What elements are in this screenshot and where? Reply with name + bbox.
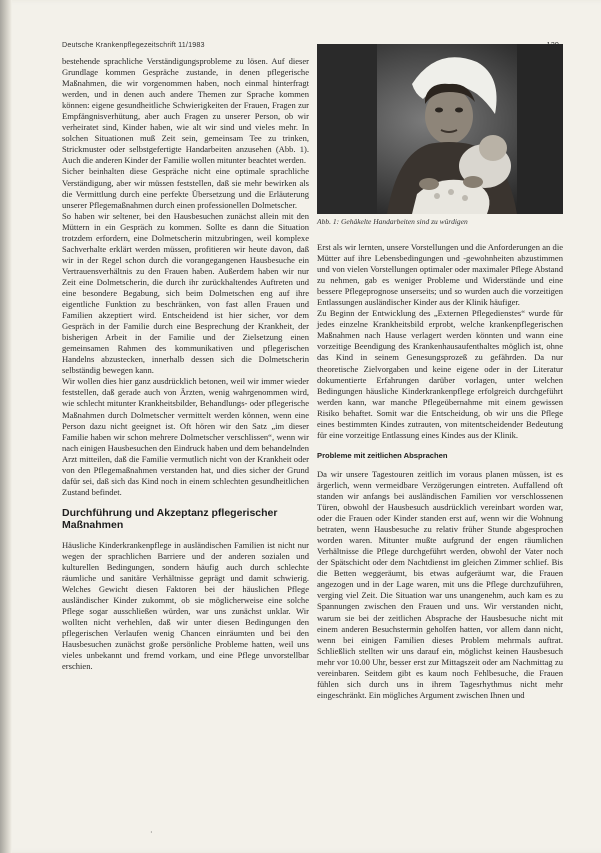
paragraph: Sicher beinhalten diese Gespräche nicht eine optimale sprachliche Verständigung, aber wir müssen feststellen, daß sie mehr bewirken als die Vermittlung durch eine perfekte Übersetzung und die Erläuterung unserer Pflegemaßnahmen durch einen professionellen Dolmetscher. [62,166,309,210]
paragraph: So haben wir seltener, bei den Hausbesuchen zunächst allein mit den Müttern in ein Gespräch zu kommen. Sollte es dann die Situation trotzdem erfordern, eine Dolmetscherin mitzubringen, weil komplexe Sachverhalte erklärt werden müssen, profitieren wir heute davon, daß wir in der Regel schon durch die vorangegangenen Hausbesuche ein Vertrauensverhältnis zu den Frauen haben. Außerdem haben wir nur Zeit eine Dolmetscherin, die durch ihr zurückhaltendes Auftreten und eine besondere Begabung, sich beim Dolmetschen eng auf ihre eigentliche Funktion zu beschränken, von fast allen Frauen und Familien akzeptiert wird. Entscheidend ist hier sicher, vor dem Gespräch in der Familie durch eine Besprechung der Krankheit, der bisherigen Arbeit in der Familie und der Zielsetzung einen gemeinsamen Rahmen des kommunikativen und pflegerischen Handelns abzustecken, innerhalb dessen sich die Dolmetscherin selbständig bewegen kann. [62,210,309,376]
section-heading: Durchführung und Akzeptanz pflegerischer Maßnahmen [62,506,278,532]
paragraph: Häusliche Kinderkrankenpflege in ausländischen Familien ist nicht nur wegen der sprachlichen Barriere und der anderen sozialen und kulturellen Bedingungen, sondern häufig auch durch schlechte räumliche und sanitäre Verhältnisse geprägt und damit schwierig. Welches Gewicht diesen Faktoren bei der häuslichen Pflege ausländischer Kinder zukommt, ob sie möglicherweise eine solche Pflege sogar ausschließen würden, war uns zunächst unklar. Wir wollten nicht verhehlen, daß wir unter diesen Bedingungen den pflegerischen Verlaufen wenig Chancen einräumten und bei den Hausbesuchen zunächst große persönliche Probleme hatten, weil uns vieles unbekannt und fremd vorkam, und eine Pflege unvorstellbar erschien. [62,539,309,672]
photo-illustration [317,44,563,214]
subsection-heading: Probleme mit zeitlichen Absprachen [317,450,448,460]
paragraph: Zu Beginn der Entwicklung des „Externen Pflegedienstes“ wurde für jedes einzelne Krankheitsbild erprobt, welche krankenpflegerischen Maßnahmen nach Hause verlagert werden könnten und wann eine vorzeitige Beendigung des Krankenhausaufenthaltes möglich ist, ohne das Kind in seinem Genesungsprozeß zu gefährden. Da nur theoretische Zielvorgaben und keine eigene oder in der Literatur dokumentierte Erfahrungen darüber vorlagen, unter welchen Bedingungen häusliche Kinderkrankenpflege erfolgreich durchgeführt werden kann, war manche Pflegeübernahme mit einem gewissen Risiko behaftet. Somit war die Entscheidung, ob wir uns die Pflege eines bestimmten Kindes zutrauten, von mitentscheidender Bedeutung für eine vorzeitige Entlassung eines Kindes aus der Klinik. [317,308,563,440]
paragraph: Wir wollen dies hier ganz ausdrücklich betonen, weil wir immer wieder feststellen, daß gerade auch von Ärzten, wenig wahrgenommen wird, wie schlecht mitunter Krankheitsbilder, Behandlungs- oder pflegerische Maßnahmen durch Dolmetscher vermittelt werden können, wenn eine Person dazu nicht geeignet ist. Oft hören wir den Satz „im dieser Familie haben wir schon mehrere Dolmetscher verschlissen“, wenn wir nach einigen Hausbesuchen den Eindruck haben und dem behandelnden Arzt mitteilen, daß die Familie vermutlich nicht von der Krankheit oder von den Pflegemaßnahmen verstanden hat, und dies sicher der Grund dafür sei, daß sich das Kind noch in einem schlechten gesundheitlichen Zustand befindet. [62,376,309,497]
journal-title: Deutsche Krankenpflegezeitschrift 11/1983 [62,40,205,49]
paragraph: Da wir unsere Tagestouren zeitlich im voraus planen müssen, ist es ärgerlich, wenn vermeidbare Verzögerungen eintreten. Auffallend oft standen wir anfangs bei ausländischen Familien vor verschlossenen Türen, obwohl der Hausbesuch ausdrücklich vereinbart worden war, oder die Frauen oder Kinder standen erst auf, wenn wir die Wohnung betraten, wenn Hausbesuche zu relativ früher Stunde abgesprochen worden waren. Mitunter mußte aufgrund der engen räumlichen Verhältnisse die Pflege durchgeführt werden, obwohl der Vater noch der Spätschicht oder dem Nachtdienst im gleichen Zimmer schlief. Bis die Betten weggeräumt, bis etwas aufgeräumt war, die Frauen angezogen und in der Lage waren, mit uns die Pflege durchzuführen, verging viel Zeit. Die Situation war uns unangenehm, auch kam es zu Spannungen zwischen den Frauen und uns. Wir verstanden nicht, warum sie bei der zeitlichen Absprache der Hausbesuche nicht mit einem anderen Besuchstermin geholfen hatten, vor allem dann nicht, wenn bei einigen Familien dieses Problem mehrmals auftrat. Schließlich stellten wir uns darauf ein, möglichst keinen Hausbesuch mehr vor 10.00 Uhr, besser erst zur Mittagszeit oder am Nachmittag zu vereinbaren. Seitdem gibt es kaum noch Fehlbesuche, die Frauen fühlen sich durch uns in ihrem Tagesrhythmus nicht mehr eingeschränkt. Ein mögliches Argument zwischen Ihnen und [317,468,563,700]
right-column [317,242,563,701]
paragraph: Erst als wir lernten, unsere Vorstellungen und die Anforderungen an die Mütter auf ihre Lebensbedingungen und -gewohnheiten abzustimmen und von vielen Vorstellungen optimaler oder maximaler Pflege Abstand zu nehmen, gab es weniger Probleme und Widerstände und eine bessere Pflegeprognose unserseits; und so wurden auch die vorzeitigen Entlassungen ausländischer Kinder aus der Klinik häufiger. [317,242,563,308]
left-column [62,56,309,672]
figure-caption: Abb. 1: Gehäkelte Handarbeiten sind zu würdigen [317,217,468,226]
print-mark: · [150,828,153,837]
page-binding-shadow [0,0,12,853]
figure-photo [317,44,563,214]
paragraph: bestehende sprachliche Verständigungsprobleme zu lösen. Auf dieser Grundlage kommen Gespräche zustande, in denen pflegerische Maßnahmen, die wir vorgenommen haben, noch einmal hinterfragt werden, und in denen auch andere Themen zur Sprache kommen können: eigene gesundheitliche Schwierigkeiten der Frauen, Fragen zur Empfängnisverhütung, aber auch Fragen zu unserer Person, ob wir verheiratet sind, Kinder haben, wie alt wir sind und vieles mehr. In solchen Situationen muß Zeit sein, gemeinsam Tee zu trinken, Strickmuster oder selbstgefertigte Handarbeiten anzusehen (Abb. 1). Auch die anderen Kinder der Familie wollen mitunter beachtet werden. [62,56,309,166]
